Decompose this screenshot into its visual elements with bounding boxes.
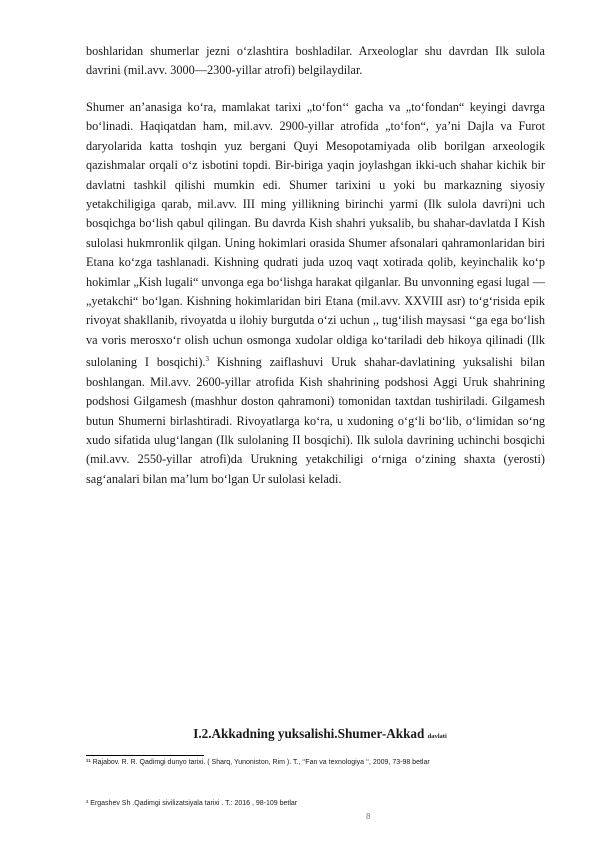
footnote-reference: 3 <box>205 355 209 364</box>
section-heading-small: davlati <box>427 733 447 740</box>
paragraph-main-part1: Shumer an’anasiga ko‘ra, mamlakat tarixi „to‘fon‘‘ gacha va „to‘fondan“ keyingi davrga bo‘linadi. Haqiqatdan ham, mil.avv. 2900-yillar atrofida „to‘fon“, ya’ni Dajla va Furot daryolarida katta toshqin yuz bergani Quyi Mesopotamiyada olib borilgan arxeologik qazishmalar orqali o‘z isbotini topdi. Bir-biriga yaqin joylashgan ikki-uch shahar kichik bir davlatni tashkil qilishi mumkin edi. Shumer tarixini u yoki bu markazning siyosiy yetakchiligiga qarab, mil.avv. III ming yillikning birinchi yarmi (Ilk sulola davri)ni uch bosqichga bo‘lish qabul qilingan. Bu davrda Kish shahri yuksalib, bu shahar-davlatda I Kish sulolasi hukmronlik qilgan. Uning hokimlari orasida Shumer afsonalari qahramonlaridan biri Etana ko‘zga tashlanadi. Kishning qudrati juda uzoq vaqt xotirada qolib, keyinchalik ko‘p hokimlar „Kish lugali“ unvonga ega bo‘lishga harakat qilganlar. Bu unvonning egasi lugal — „yetakchi“ bo‘lgan. Kishning hokimlaridan biri Etana (mil.avv. XXVIII asr) to‘g‘risida epik rivoyat shakllanib, rivoyatda u ilohiy burgutda o‘zi uchun ,, tug‘ilish maysasi ‘‘ga ega bo‘lish va voris merosxo‘r olish uchun osmonga xudolar oldiga ko‘tariladi deb hikoya qilinadi (Ilk sulolaning I bosqichi). <box>86 100 545 370</box>
page-number: 8 <box>366 812 371 821</box>
footnote-1: ³¹ Rajabov. R. R. Qadimgi dunyo tarixi. ( Sharq, Yunoniston, Rim ). T., ‘‘Fan va texnologiya ‘‘, 2009, 73-98 betlar <box>86 759 430 766</box>
paragraph-intro: boshlaridan shumerlar jezni o‘zlashtira boshladilar. Arxeologlar shu davrdan Ilk sulola davrini (mil.avv. 3000—2300-yillar atrofi) belgilaydilar. <box>86 44 545 78</box>
paragraph-main-part2: Kishning zaiflashuvi Uruk shahar-davlatining yuksalishi bilan boshlangan. Mil.avv. 2600-yillar atrofida Kish shahrining podshosi Aggi Uruk shahrining podshosi Gilgamesh (mashhur doston qahramoni) tomonidan taxtdan tushiriladi. Gilgamesh butun Shumerni birlashtiradi. Rivoyatlarga ko‘ra, u xudoning o‘g‘li bo‘lib, o‘limidan so‘ng xudo sifatida ulug‘langan (Ilk sulolaning II bosqichi). Ilk sulola davrining uchinchi bosqichi (mil.avv. 2550-yillar atrofi)da Urukning yetakchiligi o‘rniga o‘zining shaxta (yerosti) sag‘analari bilan ma’lum bo‘lgan Ur sulolasi keladi. <box>86 355 545 486</box>
section-heading-main: I.2.Akkadning yuksalishi.Shumer-Akkad <box>193 726 425 741</box>
paragraph-main <box>86 98 545 489</box>
footnote-2: ³ Ergashev Sh .Qadimgi sivilizatsiyala tarixi . T.: 2016 , 98-109 betlar <box>86 800 298 807</box>
footnote-divider <box>86 755 204 756</box>
section-heading <box>0 726 595 742</box>
